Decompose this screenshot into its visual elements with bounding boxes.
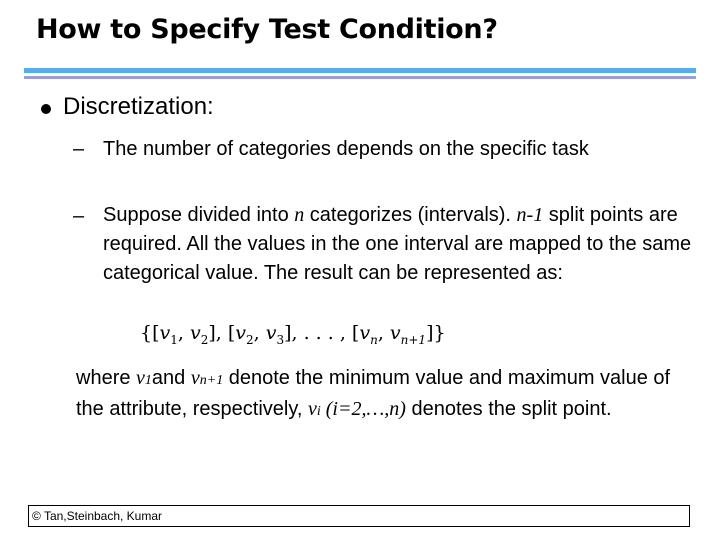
sub-bullet-split-points: Suppose divided into n categorizes (intervals). n-1 split points are required. All the values in the one interval are mapped to the same categorical value. The result can be represented as: — [103, 204, 692, 284]
sub-bullet-dash-1: – — [73, 138, 85, 160]
bullet-discretization: Discretization: — [63, 93, 214, 120]
var-n-minus-1: n-1 — [516, 204, 544, 226]
bullet-dot-icon — [41, 104, 51, 114]
copyright-text: © Tan,Steinbach, Kumar — [32, 509, 163, 523]
title-divider-blue — [24, 68, 696, 73]
where-explanation: where v1and vn+1 denote the minimum value and maximum value of the attribute, respectively, vi (i=2,…,n) denotes the split point. — [76, 367, 671, 420]
var-n: n — [294, 204, 305, 226]
sub-bullet-dash-2: – — [73, 205, 85, 227]
slide-title: How to Specify Test Condition? — [36, 14, 498, 45]
interval-formula: {[$v_1$, $v_2$], [$v_2$, $v_3$], . . . , [$v_n$, $v_{n+1}$]} — [140, 322, 446, 347]
footer-box — [28, 505, 690, 527]
title-divider-purple — [24, 76, 696, 79]
sub-bullet-categories: The number of categories depends on the specific task — [103, 138, 589, 160]
